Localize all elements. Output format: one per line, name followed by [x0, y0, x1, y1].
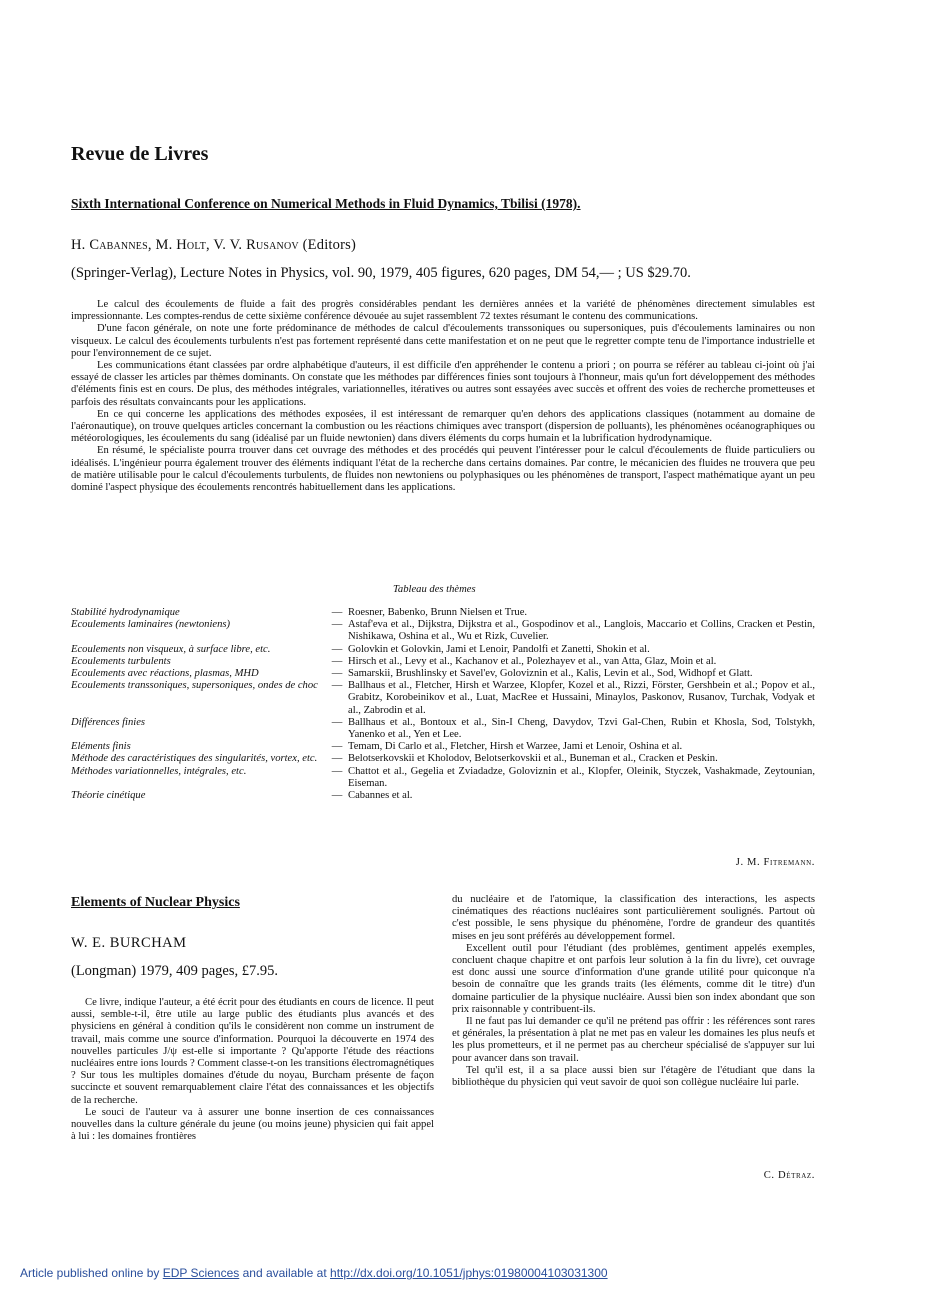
dash: — [331, 716, 343, 728]
authors-cell: Astaf'eva et al., Dijkstra, Dijkstra et al., Gospodinov et al., Langlois, Maccario et Collins, Cracken et Pestin, Nishikawa, Oshina et al., Wu et Rizk, Cuvelier. [348, 619, 815, 643]
paragraph: Il ne faut pas lui demander ce qu'il ne prétend pas offrir : les références sont rares et générales, la présentation à plat ne met pas en valeur les domaines les plus neufs et les plus prometteurs, et il ne permet pas au chercheur spécialisé de s'appuyer sur lui pour avancer dans son travail. [452, 1016, 815, 1064]
paragraph: Tel qu'il est, il a sa place aussi bien sur l'étagère de l'étudiant que dans la bibliothèque du physicien qui veut savoir de quoi son collègue nucléaire lui parle. [452, 1064, 815, 1089]
theme-cell: Ecoulements non visqueux, à surface libre, etc. [71, 643, 271, 655]
authors-cell: Chattot et al., Gegelia et Zviadadze, Goloviznin et al., Klopfer, Oleinik, Styczek, Vashakmade, Zeytounian, Eiseman. [348, 765, 815, 789]
publisher-link[interactable]: EDP Sciences [162, 1266, 240, 1280]
theme-cell: Ecoulements laminaires (newtoniens) [71, 619, 231, 631]
paragraph: Le souci de l'auteur va à assurer une bonne insertion de ces connaissances nouvelles dans la culture générale du jeune (ou moins jeune) physicien qui fait appel à lui : les domaines frontières [71, 1106, 434, 1143]
paragraph: du nucléaire et de l'atomique, la classification des interactions, les aspects cinématiques des réactions nucléaires sont particulièrement soulignés. Partout où c'est possible, le sens physique du phénomène, l'ordre de grandeur des quantités mises en jeu sont préférés au développement formel. [452, 894, 815, 942]
dash: — [331, 790, 343, 802]
editor-initials: V. V. [213, 237, 243, 253]
dash: — [331, 680, 343, 692]
paragraph: En ce qui concerne les applications des méthodes exposées, il est intéressant de remarquer qu'en dehors des applications classiques (notamment au domaine de l'aéronautique), on trouve quelques articles concernant la combustion ou les réactions chimiques avec transport (dispersion de polluants), les phénomènes océanographiques ou météorologiques, les écoulements du sang (idéalisé par un fluide newtonien) dans divers éléments du corps humain et la lubrification hydrodynamique. [71, 408, 815, 445]
paragraph: D'une facon générale, on note une forte prédominance de méthodes de calcul d'écoulements transsoniques ou supersoniques, puis d'écoulements laminaires ou non visqueux. Le calcul des écoulements turbulents n'est pas fortement représenté dans cette manifestation et on ne peut que le regretter compte tenu de l'importance industrielle et pour l'environnement de ce sujet. [71, 323, 815, 359]
theme-cell: Ecoulements turbulents [71, 655, 171, 667]
table-row [71, 766, 815, 790]
signature-name: Détraz. [777, 1170, 815, 1181]
review-column-right [452, 894, 815, 1089]
dash: — [331, 741, 343, 753]
theme-cell: Stabilité hydrodynamique [71, 607, 180, 618]
paragraph: Les communications étant classées par ordre alphabétique d'auteurs, il est difficile d'en appréhender le contenu a priori ; on pourra se référer au tableau ci-joint où j'ai essayé de classer les articles par thèmes dominants. On constate que les méthodes par différences finies sont toujours à l'honneur, mais qu'un fort développement des méthodes d'éléments finis est en cours. De plus, des méthodes intégrales, variationnelles, itératives ou autres sont essayées avec succès et offrent des voies de recherche prometteuses et parfois des résultats convaincants pour les applications. [71, 360, 815, 408]
authors-cell: Cabannes et al. [348, 790, 413, 802]
dash: — [331, 643, 343, 655]
review-title: Elements of Nuclear Physics [71, 895, 240, 910]
table-caption: Tableau des thèmes [393, 584, 476, 595]
editor-name: Holt [176, 237, 207, 253]
book-author: W. E. BURCHAM [71, 935, 187, 951]
table-row [71, 741, 815, 753]
editor-name: Cabannes [89, 237, 148, 253]
paragraph: Le calcul des écoulements de fluide a fait des progrès considérables pendant les dernières années et la variété de phénomènes directement simulables est impressionnante. Les comptes-rendus de cette sixième conférence dévouée au sujet rassemblent 72 textes résumant le contenu des communications. [71, 299, 815, 323]
paragraph: Excellent outil pour l'étudiant (des problèmes, gentiment appelés exemples, concluent chaque chapitre et ont parfois leur solution à la fin du livre), cet ouvrage est donc aussi une source d'information d'une grande utilité pour quiconque n'a besoin de connaître que les grands traits (les éléments, comme dit le titre) d'un domaine particulier de la physique nucléaire. Aussi bien son index abondant que son prix raisonnable y contribuent-ils. [452, 942, 815, 1015]
authors-cell: Belotserkovskii et Kholodov, Belotserkovskii et al., Buneman et al., Cracken et Peskin. [348, 753, 718, 765]
dash: — [331, 765, 343, 777]
publication-info: (Longman) 1979, 409 pages, £7.95. [71, 963, 278, 979]
publication-info: (Springer-Verlag), Lecture Notes in Physics, vol. 90, 1979, 405 figures, 620 pages, DM 54,— ; US $29.70. [71, 265, 691, 281]
footer [20, 1266, 608, 1280]
authors-cell: Roesner, Babenko, Brunn Nielsen et True. [348, 607, 528, 618]
footer-middle: and available at [242, 1266, 327, 1280]
table-row [71, 790, 815, 802]
signature-initials: C. [763, 1170, 775, 1181]
editors-suffix: (Editors) [302, 237, 356, 253]
editors-line: H. Cabannes, M. Holt, V. V. Rusanov (Editors) [71, 237, 356, 253]
authors-cell: Golovkin et Golovkin, Jami et Lenoir, Pandolfi et Zanetti, Shokin et al. [348, 643, 650, 655]
page-title: Revue de Livres [71, 143, 209, 165]
authors-cell: Ballhaus et al., Bontoux et al., Sin-I Cheng, Davydov, Tzvi Gal-Chen, Rubin et Khosla, Sod, Tolstykh, Yanenko et al., Yen et Lee. [348, 716, 815, 741]
editor-initials: H. [71, 237, 86, 253]
footer-prefix: Article published online by [20, 1266, 160, 1280]
dash: — [331, 607, 343, 618]
themes-table [71, 607, 815, 802]
dash: — [331, 619, 343, 631]
paragraph: En résumé, le spécialiste pourra trouver dans cet ouvrage des méthodes et des procédés qui peuvent l'intéresser pour le calcul d'écoulements de fluide particuliers ou idéalisés. L'ingénieur pourra également trouver des éléments indiquant l'état de la recherche dans certains domaines. Par contre, le mécanicien des fluides ne trouvera que peu de matière utilisable pour le calcul d'écoulements turbulents, de fluides non newtoniens ou polyphasiques ou les phénomènes de transport, l'aspect mathématique ayant un peu dominé l'aspect physique des écoulements rencontrés habituellement dans les applications. [71, 445, 815, 494]
review-body [71, 299, 815, 494]
table-row [71, 753, 815, 765]
signature-initials: J. M. [735, 857, 761, 868]
editor-initials: M. [155, 237, 173, 253]
table-row [71, 680, 815, 717]
review-title: Sixth International Conference on Numerical Methods in Fluid Dynamics, Tbilisi (1978). [71, 196, 581, 211]
table-row [71, 656, 815, 668]
editor-name: Rusanov [246, 237, 299, 253]
dash: — [331, 753, 343, 765]
theme-cell: Eléments finis [71, 741, 131, 753]
paragraph: Ce livre, indique l'auteur, a été écrit pour des étudiants en cours de licence. Il peut aussi, semble-t-il, être utile au large public des étudiants plus avancés et des physiciens en général à condition qu'ils le considèrent non comme un instrument de travail, mais comme une source d'information. Pourquoi la découverte en 1974 des nouvelles particules J/ψ est-elle si importante ? Qu'apporte l'étude des réactions nucléaires entre ions lourds ? Comment classe-t-on les transitions électromagnétiques ? Sur tous les multiples domaines d'étude du noyau, Burcham présente de façon succincte et souvent remarquablement claire l'état des connaissances et les objectifs de la recherche. [71, 997, 434, 1106]
reviewer-signature [764, 1170, 815, 1181]
theme-cell: Ecoulements avec réactions, plasmas, MHD [71, 668, 259, 680]
table-row [71, 619, 815, 643]
table-row [71, 717, 815, 741]
authors-cell: Ballhaus et al., Fletcher, Hirsh et Warzee, Klopfer, Kozel et al., Rizzi, Förster, Gershbein et al.; Popov et al., Grabitz, Korobeinikov et al., Luat, MacRee et Hussaini, Minaylos, Paskonov, Rusanov, Turchak, Vodyak et al., Zabrodin et al. [348, 680, 815, 716]
doi-link[interactable]: http://dx.doi.org/10.1051/jphys:01980004103031300 [330, 1266, 608, 1280]
theme-cell: Différences finies [71, 716, 146, 728]
table-row [71, 607, 815, 619]
dash: — [331, 655, 343, 667]
theme-cell: Théorie cinétique [71, 790, 146, 802]
table-row [71, 668, 815, 680]
authors-cell: Temam, Di Carlo et al., Fletcher, Hirsh et Warzee, Jami et Lenoir, Oshina et al. [348, 741, 683, 753]
theme-cell: Méthode des caractéristiques des singularités, vortex, etc. [71, 753, 318, 765]
authors-cell: Hirsch et al., Levy et al., Kachanov et al., Polezhayev et al., van Atta, Glaz, Moin et al. [348, 655, 717, 667]
authors-cell: Samarskii, Brushlinsky et Savel'ev, Goloviznin et al., Kalis, Levin et al., Sod, Widhopf et Glatt. [348, 668, 753, 680]
dash: — [331, 668, 343, 680]
theme-cell: Méthodes variationnelles, intégrales, etc. [71, 765, 247, 777]
theme-cell: Ecoulements transsoniques, supersoniques, ondes de choc [71, 680, 318, 692]
reviewer-signature [736, 857, 815, 868]
table-row [71, 644, 815, 656]
signature-name: Fitremann. [763, 857, 815, 868]
review-column-left [71, 997, 434, 1143]
